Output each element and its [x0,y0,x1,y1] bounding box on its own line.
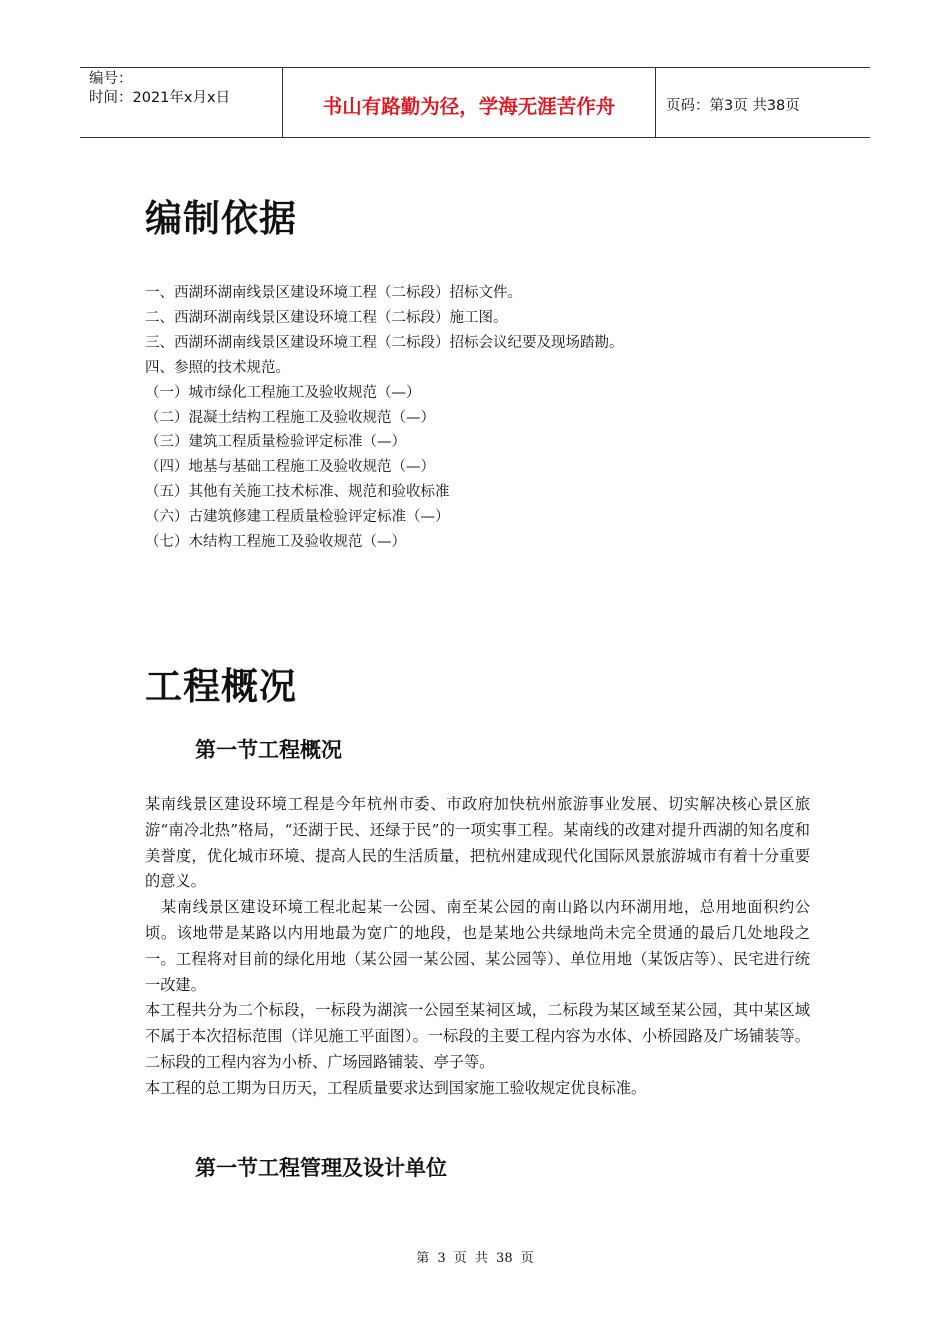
page-footer: 第 3 页 共 38 页 [416,1251,534,1266]
document-date: 时间：2021年x月x日 [89,90,231,106]
basis-item: （五）其他有关施工技术标准、规范和验收标准 [145,484,450,501]
basis-item: （七）木结构工程施工及验收规范（—） [145,534,406,551]
basis-item: 一、西湖环湖南线景区建设环境工程（二标段）招标文件。 [145,285,522,301]
paragraph: 本工程共分为二个标段，一标段为湖滨一公园至某祠区域，二标段为某区域至某公园，其中某区域不属于本次招标范围（详见施工平面图）。一标段的主要工程内容为水体、小桥园路及广场铺装等。二标段的工程内容为小桥、广场园路铺装、亭子等。 [145,1001,810,1071]
header-meta [80,68,282,137]
page-header [80,67,870,138]
basis-item: 二、西湖环湖南线景区建设环境工程（二标段）施工图。 [145,309,508,326]
header-page-info: 页码：第3页 共38页 [666,98,800,114]
header-motto: 书山有路勤为径，学海无涯苦作舟 [282,68,656,137]
basis-heading: 编制依据 [145,197,297,240]
paragraph: 本工程的总工期为日历天，工程质量要求达到国家施工验收规定优良标准。 [145,1078,647,1097]
paragraph: 某南线景区建设环境工程是今年杭州市委、市政府加快杭州旅游事业发展、切实解决核心景区旅游“南冷北热”格局，“还湖于民、还绿于民”的一项实事工程。某南线的改建对提升西湖的知名度和美誉度，优化城市环境、提高人民的生活质量，把杭州建成现代化国际风景旅游城市有着十分重要的意义。 [145,795,810,891]
overview-heading: 工程概况 [145,665,297,708]
basis-item: （一）城市绿化工程施工及验收规范（—） [145,384,421,401]
basis-item: （三）建筑工程质量检验评定标准（—） [145,434,406,451]
basis-list [145,281,624,555]
section-2-heading: 第一节工程管理及设计单位 [195,1156,447,1180]
paragraph: 某南线景区建设环境工程北起某一公园、南至某公园的南山路以内环湖用地，总用地面积约公顷。该地带是某路以内用地最为宽广的地段，也是某地公共绿地尚未完全贯通的最后几处地段之一。工程将对目前的绿化用地（某公园一某公园、某公园等）、单位用地（某饭店等）、民宅进行统一改建。 [145,898,810,994]
basis-item: 四、参照的技术规范。 [145,359,290,376]
section-1-heading: 第一节工程概况 [195,738,342,762]
document-code-label: 编号： [89,71,133,87]
basis-item: 三、西湖环湖南线景区建设环境工程（二标段）招标会议纪要及现场踏勘。 [145,334,624,351]
basis-item: （四）地基与基础工程施工及验收规范（—） [145,459,435,476]
overview-body [145,792,810,1102]
basis-item: （六）古建筑修建工程质量检验评定标准（—） [145,509,450,526]
basis-item: （二）混凝土结构工程施工及验收规范（—） [145,409,435,426]
